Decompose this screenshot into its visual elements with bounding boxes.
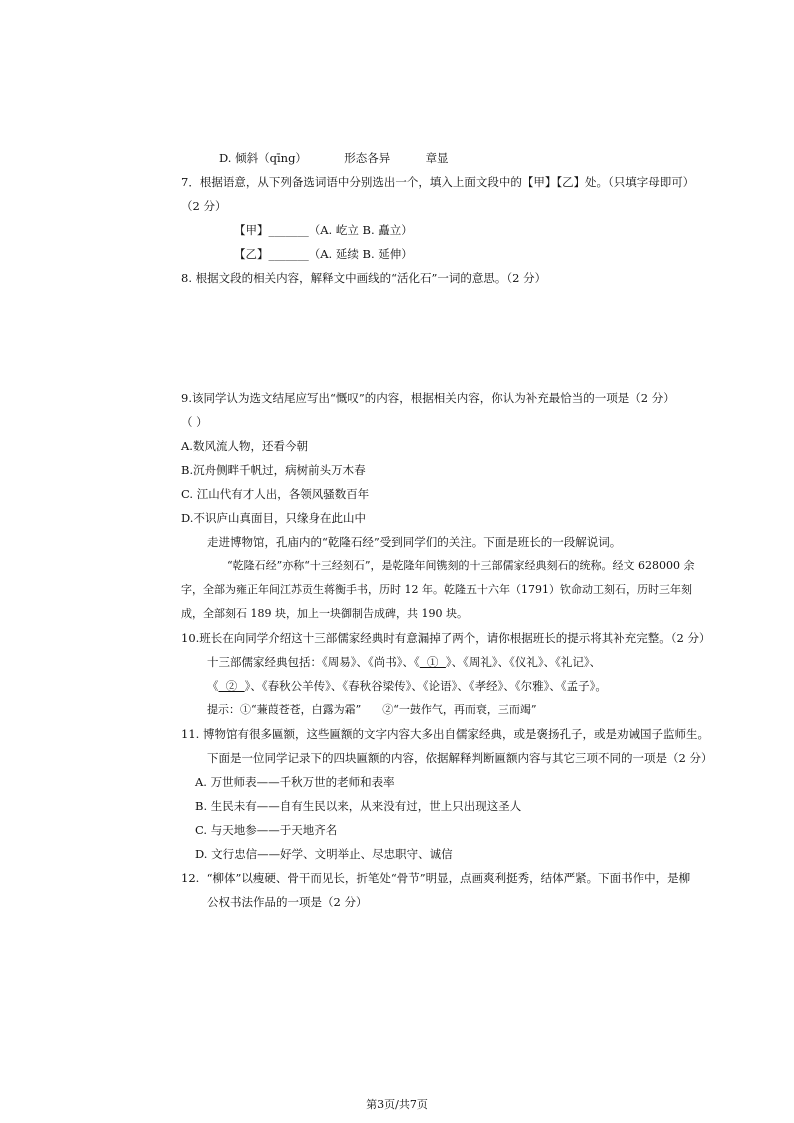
q6-option-d-word3: 章显 [425, 151, 449, 165]
passage-line-3: 成，全部刻石 189 块，加上一块御制告成碑，共 190 块。 [181, 607, 468, 620]
q10-classics-line-2 [207, 678, 607, 694]
q11-option-c: C. 与天地参——于天地齐名 [195, 823, 338, 837]
q10-classics-text-1a: 十三部儒家经典包括：《周易》、《尚书》、《 [207, 655, 420, 669]
q7-blank-yi: 【乙】_______（A. 延续 B. 延伸） [234, 247, 413, 261]
q9-stem: 9.该同学认为选文结尾应写出“慨叹”的内容，根据相关内容，你认为补充最恰当的一项是（2 分） [181, 391, 675, 405]
q8-stem: 8. 根据文段的相关内容，解释文中画线的“活化石”一词的意思。（2 分） [181, 271, 547, 285]
q12-stem: 12. “柳体”以瘦硬、骨干而见长，折笔处“骨节”明显，点画爽利挺秀，结体严紧。下面书作中，是柳 [181, 871, 691, 885]
q9-option-a: A.数风流人物，还看今朝 [181, 439, 308, 453]
q11-option-d: D. 文行忠信——好学、文明举止、尽忠职守、诚信 [195, 847, 453, 861]
q7-stem: 7．根据语意，从下列备选词语中分别选出一个，填入上面文段中的【甲】【乙】处。（只填字母即可） [181, 175, 695, 189]
passage-line-2: 字，全部为雍正年间江苏贡生蒋衡手书，历时 12 年。乾隆五十六年（1791）钦命动工刻石，历时三年刻 [181, 583, 692, 596]
q10-classics-text-2a: 《 [207, 679, 219, 693]
q10-classics-text-2b: 》、《春秋公羊传》、《春秋谷梁传》、《论语》、《孝经》、《尔雅》、《孟子》。 [244, 679, 607, 693]
q9-option-b: B.沉舟侧畔千帆过，病树前头万木春 [181, 463, 366, 477]
q9-option-c: C. 江山代有才人出，各领风骚数百年 [181, 487, 370, 501]
q11-option-a: A. 万世师表——千秋万世的老师和表率 [195, 775, 395, 789]
q11-stem: 11. 博物馆有很多匾额，这些匾额的文字内容大多出自儒家经典，或是褒扬孔子，或是劝诫国子监师生。 [181, 727, 709, 741]
page-number: 第3页/共7页 [366, 1098, 428, 1111]
q10-hint: 提示：①“蒹葭苍苍，白露为霜” ②“一鼓作气，再而衰，三而竭” [207, 703, 537, 716]
q6-option-d-word2: 形态各异 [344, 151, 391, 165]
q9-answer-blank: （ ） [181, 415, 208, 429]
q11-stem-2: 下面是一位同学记录下的四块匾额的内容，依据解释判断匾额内容与其它三项不同的一项是（2 分） [207, 751, 713, 765]
q12-stem-2: 公权书法作品的一项是（2 分） [207, 895, 368, 909]
q10-classics-text-1b: 》、《周礼》、《仪礼》、《礼记》、 [445, 655, 602, 669]
q10-blank-2[interactable]: ② [218, 679, 245, 693]
q11-option-b: B. 生民未有——自有生民以来，从来没有过，世上只出现这圣人 [195, 799, 522, 813]
q10-blank-1[interactable]: ① [419, 655, 446, 669]
q7-score: （2 分） [181, 199, 227, 213]
museum-intro: 走进博物馆，孔庙内的“乾隆石经”受到同学们的关注。下面是班长的一段解说词。 [207, 535, 622, 549]
q10-classics-line-1 [207, 654, 601, 670]
passage-line-1: “乾隆石经”亦称“十三经刻石”，是乾隆年间镌刻的十三部儒家经典刻石的统称。经文 628000 余 [227, 559, 695, 572]
q6-option-d-label: D. 倾斜（qīng） [219, 151, 307, 165]
q6-option-d [219, 150, 449, 166]
q7-blank-jia: 【甲】_______（A. 屹立 B. 矗立） [234, 223, 413, 237]
q10-stem: 10.班长在向同学介绍这十三部儒家经典时有意漏掉了两个，请你根据班长的提示将其补充完整。（2 分） [181, 631, 711, 645]
q9-option-d: D.不识庐山真面目，只缘身在此山中 [181, 511, 366, 525]
